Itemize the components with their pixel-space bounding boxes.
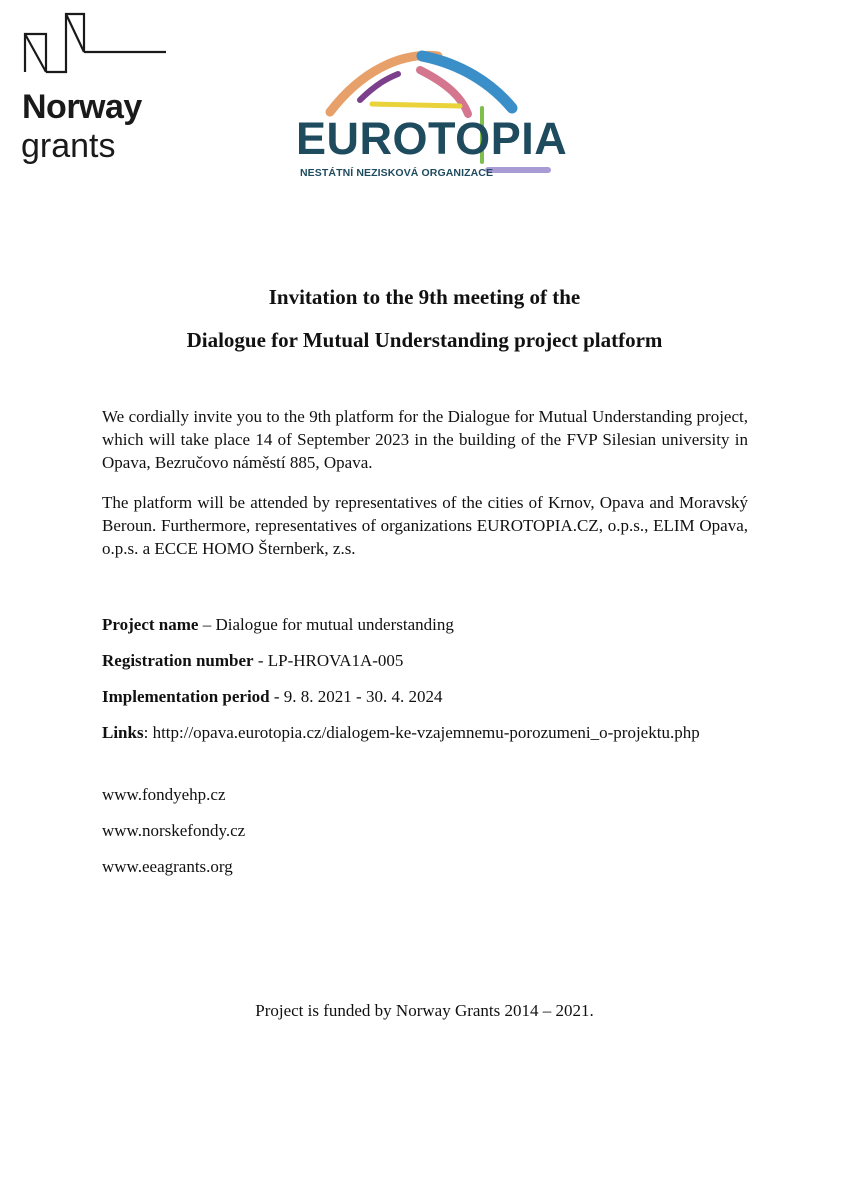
norway-logo-word: Norway [22,88,142,126]
project-name-line [102,613,748,636]
project-name-label: Project name [102,615,199,634]
implementation-period-value: - 9. 8. 2021 - 30. 4. 2024 [269,687,443,706]
implementation-period-line [102,685,748,708]
project-link[interactable]: : http://opava.eurotopia.cz/dialogem-ke-vzajemnemu-porozumeni_o-projektu.php [143,723,700,742]
registration-number-value: - LP-HROVA1A-005 [253,651,404,670]
website-link-eeagrants[interactable]: www.eeagrants.org [102,857,233,876]
website-link-norskefondy[interactable]: www.norskefondy.cz [102,821,246,840]
project-name-value: – Dialogue for mutual understanding [198,615,454,634]
eurotopia-logo [292,44,568,189]
links-line [102,721,722,744]
registration-number-line [102,649,748,672]
invitation-paragraph: We cordially invite you to the 9th platform for the Dialogue for Mutual Understanding project, which will take place 14 of September 2023 in the building of the FVP Silesian university in Opava, Bezručovo náměstí 885, Opava. [102,407,748,472]
funding-note: Project is funded by Norway Grants 2014 – 2021. [255,1001,594,1020]
website-link-fondyehp[interactable]: www.fondyehp.cz [102,785,226,804]
invitation-title-line-2: Dialogue for Mutual Understanding project platform [186,328,663,352]
norway-grants-mark-icon [22,12,168,74]
registration-number-label: Registration number [102,651,254,670]
implementation-period-label: Implementation period [102,687,270,706]
grants-logo-word: grants [21,127,116,165]
eurotopia-logo-subtitle: NESTÁTNÍ NEZISKOVÁ ORGANIZACE [300,167,494,179]
norway-grants-logo [20,12,180,182]
eurotopia-logo-word: EUROTOPIA [296,113,568,164]
links-label: Links [102,723,144,742]
attendees-paragraph: The platform will be attended by representatives of the cities of Krnov, Opava and Moravský Beroun. Furthermore, representatives of organizations EUROTOPIA.CZ, o.p.s., ELIM Opava, o.p.s. a ECCE HOMO Šternberk, z.s. [102,493,748,558]
invitation-title-line-1: Invitation to the 9th meeting of the [268,285,581,309]
